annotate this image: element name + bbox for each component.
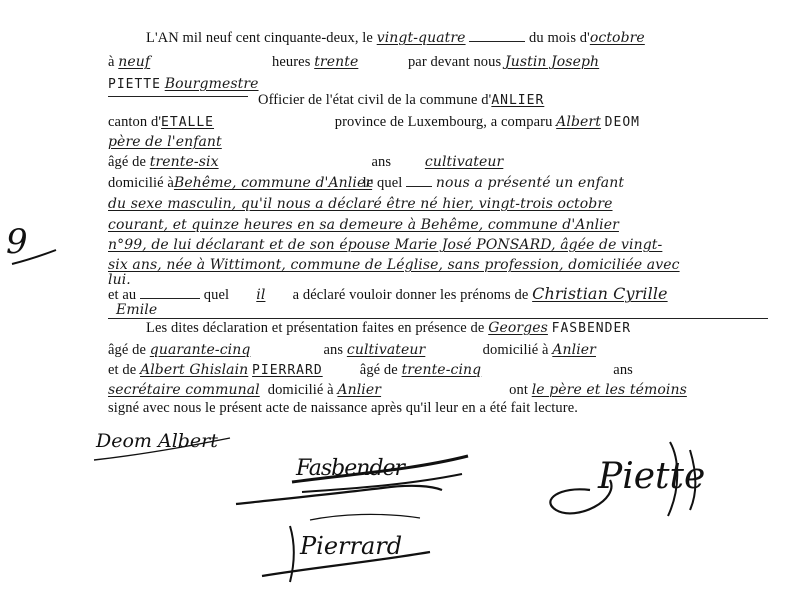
signers: le père et les témoins bbox=[531, 382, 687, 398]
blank bbox=[140, 298, 200, 299]
signature-text: Deom Albert bbox=[96, 430, 218, 452]
child-name-2: Emile bbox=[116, 302, 158, 318]
line-hour bbox=[108, 54, 599, 71]
canton-value: ETALLE bbox=[161, 115, 215, 130]
text: il bbox=[256, 287, 266, 303]
text: L'AN mil neuf cent cinquante-deux, le bbox=[146, 30, 373, 46]
underline bbox=[108, 318, 768, 319]
line-witness2 bbox=[108, 362, 633, 379]
blank bbox=[406, 186, 432, 187]
body-line-1: du sexe masculin, qu'il nous a déclaré être né hier, vingt-trois octobre bbox=[108, 196, 613, 212]
witness1-domicile: Anlier bbox=[552, 342, 596, 358]
signature-text: Piette bbox=[598, 456, 706, 497]
text: du mois d' bbox=[529, 30, 590, 46]
text: domicilié à bbox=[267, 382, 334, 398]
month-value: octobre bbox=[589, 30, 645, 46]
line-domicile bbox=[108, 175, 624, 192]
witness1-age: quarante-cinq bbox=[149, 342, 251, 358]
officer-first-name: Justin Joseph bbox=[504, 54, 600, 70]
text: domicilié à bbox=[482, 342, 549, 358]
comparant-job: cultivateur bbox=[424, 154, 504, 170]
minutes-value: trente bbox=[314, 54, 359, 70]
text: ans bbox=[323, 342, 344, 358]
comparant-last: DEOM bbox=[604, 115, 640, 130]
text: âgé de bbox=[108, 342, 147, 358]
text: âgé de bbox=[108, 154, 147, 170]
line-date bbox=[146, 30, 645, 47]
line-role bbox=[108, 134, 468, 151]
body-line-4: six ans, née à Wittimont, commune de Léglise, sans profession, domiciliée avec bbox=[108, 257, 680, 273]
signature-text: Pierrard bbox=[300, 532, 403, 560]
comparant-age: trente-six bbox=[149, 154, 219, 170]
blank bbox=[469, 41, 525, 42]
text: heures bbox=[272, 54, 311, 70]
line-canton bbox=[108, 114, 640, 131]
comparant-role: père de l'enfant bbox=[108, 134, 222, 150]
signature-flourish bbox=[90, 426, 240, 466]
line-closing: signé avec nous le présent acte de naissance après qu'il leur en a été fait lecture. bbox=[108, 400, 578, 416]
comparant-domicile: Behême, commune d'Anlier bbox=[173, 175, 373, 191]
comparant-first: Albert bbox=[556, 114, 601, 130]
text: par devant nous bbox=[407, 54, 502, 70]
text: nous a présenté un enfant bbox=[435, 175, 625, 191]
margin-number: 9 bbox=[6, 222, 28, 262]
signature-flourish bbox=[250, 506, 450, 586]
text: ans bbox=[613, 362, 633, 378]
text: domicilié à bbox=[108, 175, 174, 191]
body-line-5: lui. bbox=[108, 272, 131, 288]
witness2-age: trente-cinq bbox=[401, 362, 482, 378]
text: et au bbox=[108, 287, 137, 303]
body-line-2: courant, et quinze heures en sa demeure à Behême, commune d'Anlier bbox=[108, 217, 619, 233]
witness1-last: FASBENDER bbox=[551, 321, 632, 336]
hour-value: neuf bbox=[118, 54, 151, 70]
line-officer-title bbox=[258, 92, 544, 109]
witness1-first: Georges bbox=[488, 320, 548, 336]
text: Les dites déclaration et présentation faites en présence de bbox=[146, 320, 485, 336]
witness1-job: cultivateur bbox=[346, 342, 426, 358]
day-value: vingt-quatre bbox=[376, 30, 466, 46]
margin-stroke bbox=[10, 248, 60, 268]
line-officer bbox=[108, 76, 259, 93]
line-witness1-details bbox=[108, 342, 692, 359]
officer-title: Bourgmestre bbox=[164, 76, 259, 92]
text: canton d' bbox=[108, 114, 162, 130]
text: quel bbox=[203, 287, 230, 303]
line-witness-intro bbox=[146, 320, 631, 337]
text: province de Luxembourg, a comparu bbox=[334, 114, 553, 130]
officer-last-name: PIETTE bbox=[108, 77, 161, 92]
witness2-first: Albert Ghislain bbox=[140, 362, 249, 378]
line-witness2-details bbox=[108, 382, 687, 399]
text: ont bbox=[509, 382, 528, 398]
witness2-job: secrétaire communal bbox=[108, 382, 260, 398]
line-age bbox=[108, 154, 645, 171]
text: Officier de l'état civil de la commune d' bbox=[258, 92, 492, 108]
signature-flourish bbox=[530, 430, 720, 530]
witness2-domicile: Anlier bbox=[337, 382, 382, 398]
underline bbox=[108, 96, 248, 97]
body-line-3: n°99, de lui déclarant et de son épouse Marie José PONSARD, âgée de vingt- bbox=[108, 237, 663, 253]
child-names: Christian Cyrille bbox=[532, 284, 668, 303]
witness2-last: PIERRARD bbox=[252, 363, 323, 378]
text: et de bbox=[108, 362, 137, 378]
text: âgé de bbox=[359, 362, 398, 378]
text: le quel bbox=[362, 175, 403, 191]
commune-value: ANLIER bbox=[491, 93, 545, 108]
text: à bbox=[108, 54, 115, 70]
text: ans bbox=[371, 154, 392, 170]
text: a déclaré vouloir donner les prénoms de bbox=[292, 287, 529, 303]
line-prenoms bbox=[108, 284, 668, 304]
signature-text: Fasbender bbox=[296, 456, 405, 481]
